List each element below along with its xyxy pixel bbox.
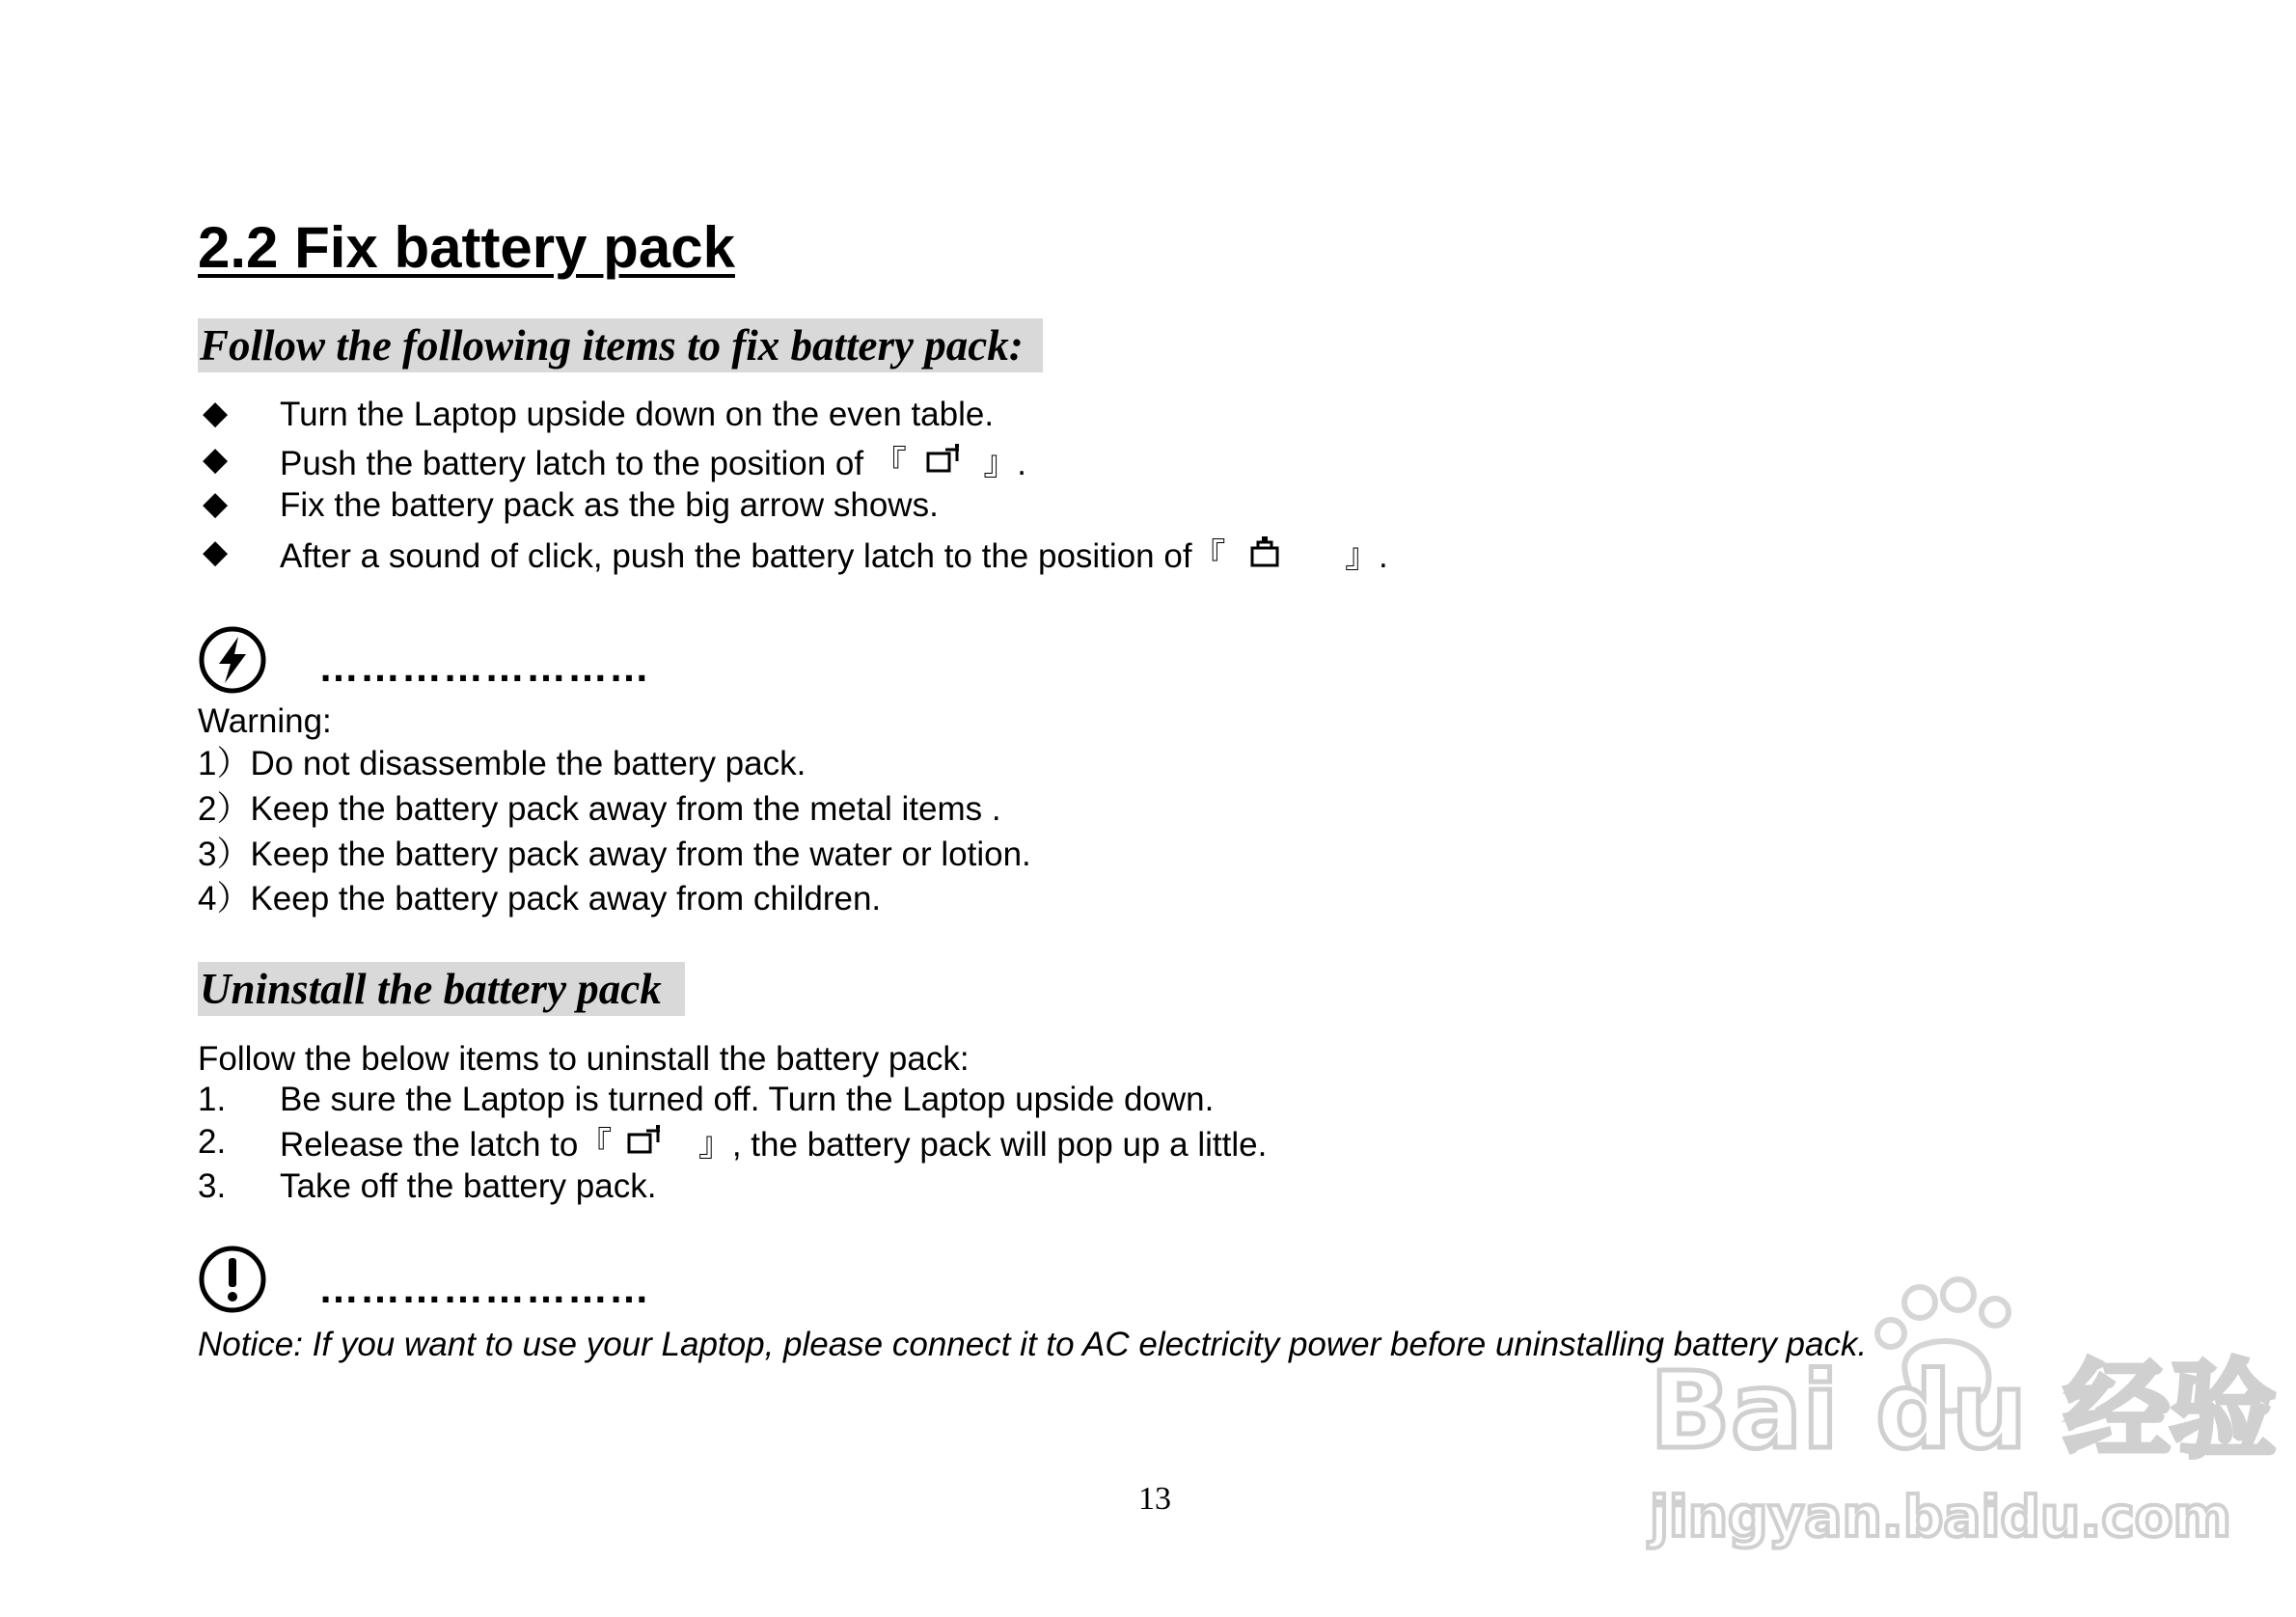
watermark-brand: Bai du 经验 [1650, 1349, 2277, 1472]
warning-dots: …………………… [318, 644, 650, 690]
uninstall-intro: Follow the below items to uninstall the battery pack: [198, 1040, 970, 1078]
unlock-latch-icon [621, 1123, 670, 1170]
bullet-diamond-icon: ◆ [203, 485, 229, 522]
bullet-diamond-icon: ◆ [203, 395, 229, 431]
lock-latch-icon [1244, 534, 1287, 582]
uninstall-step-1-number: 1. [198, 1081, 227, 1118]
fix-step-4: After a sound of click, push the battery latch to the position of『 』. [280, 534, 1388, 582]
unlock-latch-icon [916, 442, 974, 489]
notice-text: Notice: If you want to use your Laptop, please connect it to AC electricity power before uninstalling battery pack. [198, 1326, 1868, 1363]
lightning-warning-icon [198, 625, 267, 699]
warning-item-4: 4）Keep the battery pack away from children. [198, 880, 882, 918]
baidu-watermark-logo [1630, 1274, 2277, 1558]
warning-item-2: 2）Keep the battery pack away from the metal items . [198, 790, 1001, 828]
uninstall-section-heading: Uninstall the battery pack [198, 962, 685, 1016]
watermark-url: jingyan.baidu.com [1650, 1484, 2231, 1549]
uninstall-step-1: Be sure the Laptop is turned off. Turn the Laptop upside down. [280, 1081, 1215, 1118]
warning-label: Warning: [198, 702, 332, 740]
notice-dots: …………………… [318, 1266, 650, 1311]
uninstall-step-2-number: 2. [198, 1123, 227, 1161]
fix-section-heading: Follow the following items to fix battery pack: [198, 318, 1043, 372]
warning-item-1: 1）Do not disassemble the battery pack. [198, 745, 806, 782]
uninstall-step-2: Release the latch to『 』, the battery pack will pop up a little. [280, 1123, 1267, 1170]
bullet-diamond-icon: ◆ [203, 441, 229, 478]
page-title: 2.2 Fix battery pack [198, 215, 735, 280]
uninstall-step-3: Take off the battery pack. [280, 1167, 657, 1205]
exclamation-notice-icon [198, 1245, 267, 1319]
page-number: 13 [1138, 1481, 1171, 1517]
fix-step-3: Fix the battery pack as the big arrow shows. [280, 486, 939, 524]
fix-step-1: Turn the Laptop upside down on the even table. [280, 396, 995, 433]
fix-step-2: Push the battery latch to the position of 『 』. [280, 442, 1026, 489]
uninstall-step-3-number: 3. [198, 1167, 227, 1205]
bullet-diamond-icon: ◆ [203, 534, 229, 570]
warning-item-3: 3）Keep the battery pack away from the water or lotion. [198, 836, 1031, 873]
